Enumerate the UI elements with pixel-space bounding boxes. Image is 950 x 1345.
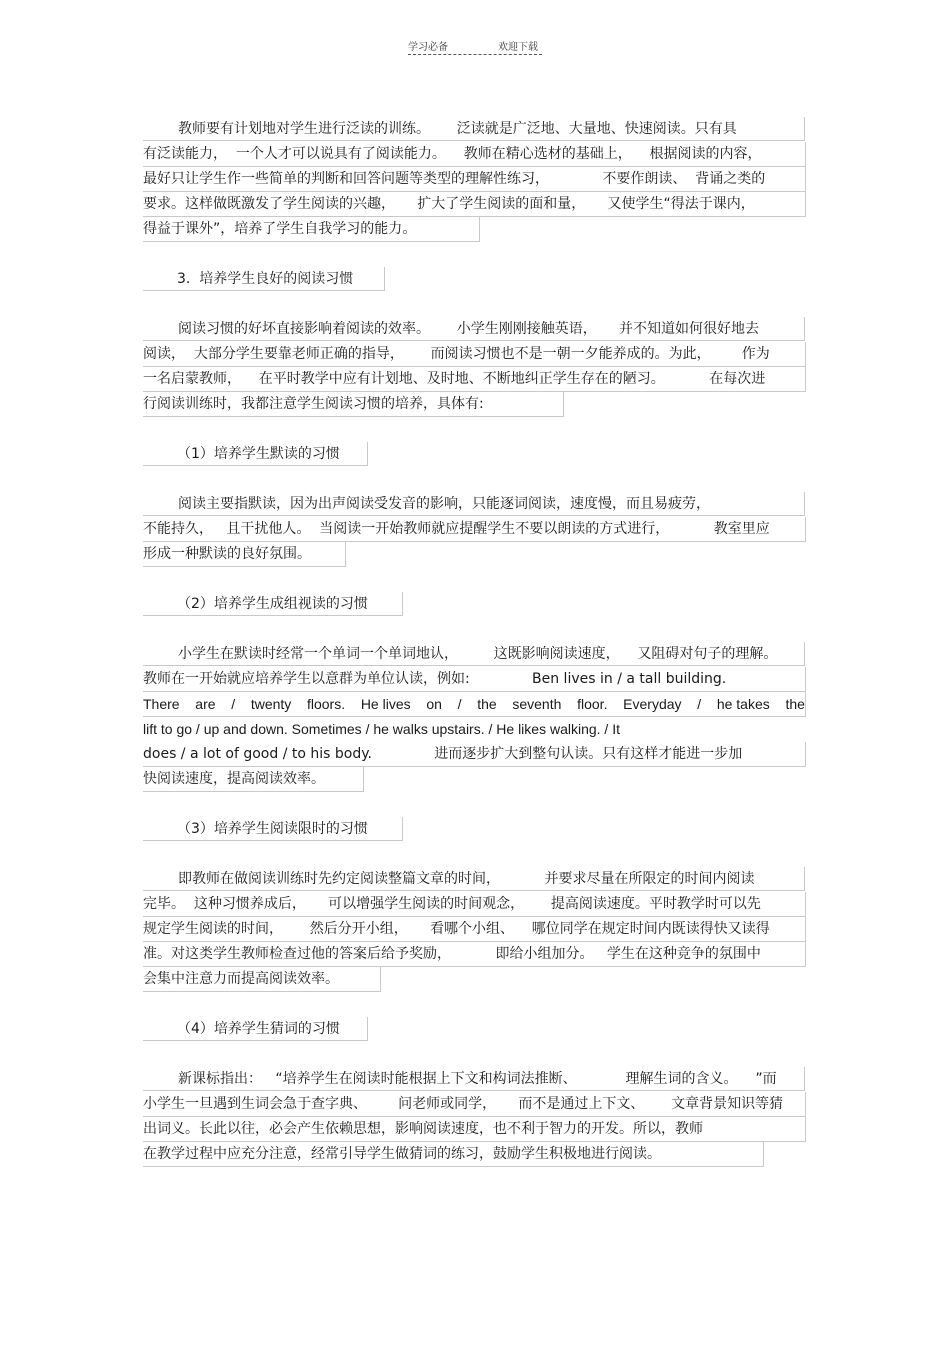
word: He lives xyxy=(360,696,411,712)
paragraph-line: 快阅读速度，提高阅读效率。 xyxy=(143,767,364,792)
paragraph-line: 规定学生阅读的时间， 然后分开小组， 看哪个小组、 哪位同学在规定时间内既读得快又读得 xyxy=(143,917,806,942)
paragraph-line: 阅读主要指默读，因为出声阅读受发音的影响，只能逐词阅读，速度慢，而且易疲劳， xyxy=(143,492,805,516)
word: on xyxy=(426,696,442,712)
word: the xyxy=(785,696,805,712)
word: twenty xyxy=(250,696,292,712)
paragraph-line: 得益于课外”，培养了学生自我学习的能力。 xyxy=(143,217,480,242)
paragraph-line: 阅读习惯的好坏直接影响着阅读的效率。 小学生刚刚接触英语， 并不知道如何很好地去 xyxy=(143,317,805,341)
paragraph-line: 行阅读训练时，我都注意学生阅读习惯的培养，具体有: xyxy=(143,392,564,417)
word: There xyxy=(143,696,180,712)
subsection-heading: （1）培养学生默读的习惯 xyxy=(143,442,368,466)
word: he takes xyxy=(716,696,770,712)
paragraph-line: 小学生在默读时经常一个单词一个单词地认， 这既影响阅读速度， 又阻碍对句子的理解。 xyxy=(143,642,805,666)
paragraph-line: 教师在一开始就应培养学生以意群为单位认读，例如: Ben lives in / a tall building. xyxy=(143,667,806,692)
paragraph-line: 形成一种默读的良好氛围。 xyxy=(143,542,346,567)
page-header xyxy=(408,38,542,58)
word: Everyday xyxy=(623,696,682,712)
paragraph-line: 小学生一旦遇到生词会急于查字典、 问老师或同学， 而不是通过上下文、 文章背景知识等猜 xyxy=(143,1092,806,1117)
paragraph-line-justified xyxy=(143,692,806,717)
word: are xyxy=(195,696,216,712)
section-heading: 3. 培养学生良好的阅读习惯 xyxy=(143,267,385,291)
paragraph-line: 会集中注意力而提高阅读效率。 xyxy=(143,967,381,992)
paragraph-line: 不能持久， 且干扰他人。 当阅读一开始教师就应提醒学生不要以朗读的方式进行， 教室里应 xyxy=(143,517,806,542)
header-left-text: 学习必备 xyxy=(408,42,448,53)
paragraph-line: 准。对这类学生教师检查过他的答案后给予奖励， 即给小组加分。 学生在这种竞争的氛围中 xyxy=(143,942,806,967)
paragraph-line: 有泛读能力， 一个人才可以说具有了阅读能力。 教师在精心选材的基础上， 根据阅读的内容， xyxy=(143,142,806,167)
subsection-heading: （4）培养学生猜词的习惯 xyxy=(143,1017,368,1041)
paragraph-line: 完毕。 这种习惯养成后， 可以增强学生阅读的时间观念， 提高阅读速度。平时教学时可以先 xyxy=(143,892,806,917)
subsection-heading: （2）培养学生成组视读的习惯 xyxy=(143,592,403,616)
paragraph-line: does / a lot of good / to his body. 进而逐步扩大到整句认读。只有这样才能进一步加 xyxy=(143,742,806,767)
word: seventh xyxy=(512,696,562,712)
paragraph-line: 即教师在做阅读训练时先约定阅读整篇文章的时间， 并要求尽量在所限定的时间内阅读 xyxy=(143,867,805,891)
paragraph-line: 在教学过程中应充分注意，经常引导学生做猜词的练习，鼓励学生积极地进行阅读。 xyxy=(143,1142,764,1167)
paragraph-line: 一名启蒙教师， 在平时教学中应有计划地、及时地、不断地纠正学生存在的陋习。 在每次进 xyxy=(143,367,806,392)
word: floors. xyxy=(306,696,346,712)
paragraph-line: 出词义。长此以往，必会产生依赖思想，影响阅读速度，也不利于智力的开发。所以，教师 xyxy=(143,1117,806,1142)
word: / xyxy=(231,696,236,712)
paragraph-line: 阅读， 大部分学生要靠老师正确的指导， 而阅读习惯也不是一朝一夕能养成的。为此， 作为 xyxy=(143,342,806,367)
subsection-heading: （3）培养学生阅读限时的习惯 xyxy=(143,817,403,841)
word: / xyxy=(457,696,462,712)
word: the xyxy=(477,696,497,712)
paragraph-line: 新课标指出： “培养学生在阅读时能根据上下文和构词法推断、 理解生词的含义。 ”而 xyxy=(143,1067,805,1091)
paragraph-line: 教师要有计划地对学生进行泛读的训练。 泛读就是广泛地、大量地、快速阅读。只有具 xyxy=(143,117,805,141)
paragraph-line: lift to go / up and down. Sometimes / he walks upstairs. / He likes walking. / It xyxy=(143,721,620,737)
word: / xyxy=(697,696,702,712)
paragraph-line: 最好只让学生作一些简单的判断和回答问题等类型的理解性练习， 不要作朗读、 背诵之类的 xyxy=(143,167,806,192)
word: floor. xyxy=(577,696,608,712)
header-dashed-rule xyxy=(408,54,542,55)
paragraph-line: 要求。这样做既激发了学生阅读的兴趣， 扩大了学生阅读的面和量， 又使学生“得法于课内， xyxy=(143,192,806,217)
header-right-text: 欢迎下载 xyxy=(498,42,538,53)
